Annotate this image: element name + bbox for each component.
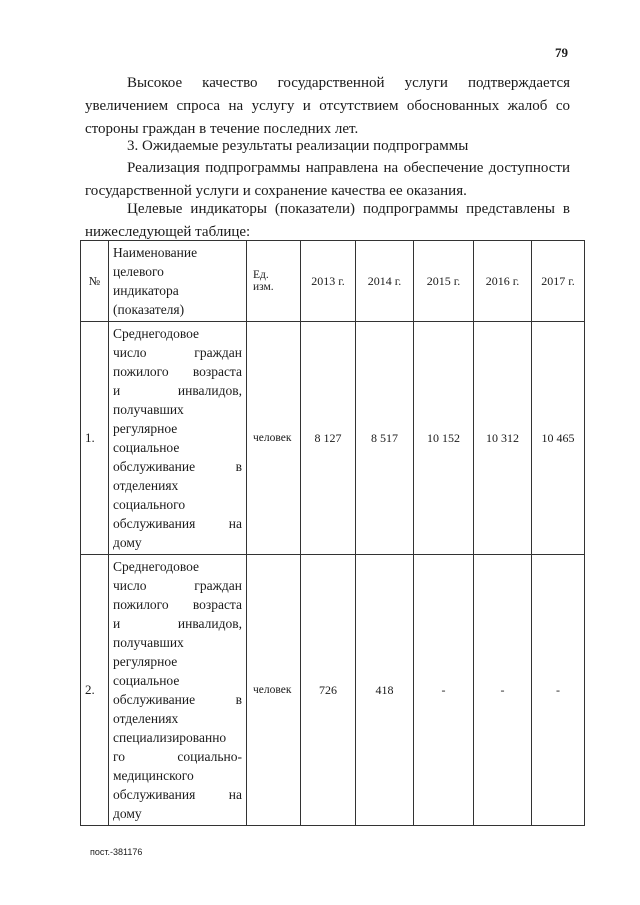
header-unit-line: изм. [253, 281, 274, 293]
header-2016: 2016 г. [474, 241, 532, 322]
header-unit [247, 241, 301, 322]
paragraph-line: Целевые индикаторы (показатели) подпрограммы представлены в [127, 201, 570, 217]
header-2014: 2014 г. [356, 241, 414, 322]
header-name-line: (показателя) [113, 302, 185, 317]
row-name-line: специализированно [113, 730, 227, 745]
row-name-line: регулярное [113, 654, 178, 669]
row-value-2015: - [414, 555, 474, 826]
row-value-2015: 10 152 [414, 322, 474, 555]
row-name-line: пожилого возраста [113, 364, 242, 379]
row-name-line: Среднегодовое [113, 326, 200, 341]
row-name-line: медицинского [113, 768, 194, 783]
row-value-2013: 8 127 [301, 322, 356, 555]
row-num: 1. [81, 322, 109, 555]
row-unit: человек [247, 555, 301, 826]
paragraph-line: стороны граждан в течение последних лет. [85, 121, 359, 137]
row-name-line: число граждан [113, 345, 242, 360]
row-value-2017: 10 465 [532, 322, 585, 555]
row-value-2016: - [474, 555, 532, 826]
row-name-line: и инвалидов, [113, 616, 242, 631]
paragraph-quality [85, 72, 570, 141]
paragraph-line: нижеследующей таблице: [85, 224, 251, 240]
row-name [109, 322, 247, 555]
table-row [81, 322, 585, 555]
row-name-line: число граждан [113, 578, 242, 593]
row-name-line: го социально- [113, 749, 242, 764]
paragraph-implementation [85, 157, 570, 203]
row-name-line: дому [113, 806, 142, 821]
row-name-line: и инвалидов, [113, 383, 242, 398]
paragraph-indicators-intro [85, 198, 570, 244]
row-name-line: отделениях [113, 478, 179, 493]
row-name-line: обслуживание в [113, 459, 242, 474]
row-unit: человек [247, 322, 301, 555]
row-value-2014: 8 517 [356, 322, 414, 555]
paragraph-line: государственной услуги и сохранение качества ее оказания. [85, 183, 467, 199]
page-number: 79 [555, 45, 568, 60]
row-name-line: социального [113, 497, 186, 512]
document-footer-code: пост.-381176 [90, 847, 143, 857]
row-value-2016: 10 312 [474, 322, 532, 555]
row-name-line: пожилого возраста [113, 597, 242, 612]
row-value-2013: 726 [301, 555, 356, 826]
row-value-2014: 418 [356, 555, 414, 826]
row-value-2017: - [532, 555, 585, 826]
paragraph-line: Реализация подпрограммы направлена на обеспечение доступности [127, 160, 570, 176]
row-name-line: социальное [113, 673, 180, 688]
row-name [109, 555, 247, 826]
row-name-line: отделениях [113, 711, 179, 726]
row-name-line: регулярное [113, 421, 178, 436]
row-name-line: дому [113, 535, 142, 550]
row-name-line: социальное [113, 440, 180, 455]
header-unit-line: Ед. [253, 269, 269, 281]
table-row [81, 555, 585, 826]
header-name-line: Наименование [113, 245, 198, 260]
header-name-line: индикатора [113, 283, 179, 298]
section-heading: 3. Ожидаемые результаты реализации подпрограммы [127, 138, 469, 154]
row-num: 2. [81, 555, 109, 826]
table-header-row [81, 241, 585, 322]
header-name-line: целевого [113, 264, 164, 279]
row-name-line: обслуживания на [113, 516, 242, 531]
row-name-line: получавших [113, 635, 184, 650]
row-name-line: обслуживание в [113, 692, 242, 707]
row-name-line: Среднегодовое [113, 559, 200, 574]
header-name [109, 241, 247, 322]
row-name-line: обслуживания на [113, 787, 242, 802]
paragraph-line: Высокое качество государственной услуги подтверждается [127, 75, 570, 91]
header-2017: 2017 г. [532, 241, 585, 322]
row-name-line: получавших [113, 402, 184, 417]
header-num: № [81, 241, 109, 322]
header-2015: 2015 г. [414, 241, 474, 322]
indicators-table [80, 240, 585, 826]
paragraph-line: увеличением спроса на услугу и отсутствием обоснованных жалоб со [85, 98, 570, 114]
header-2013: 2013 г. [301, 241, 356, 322]
